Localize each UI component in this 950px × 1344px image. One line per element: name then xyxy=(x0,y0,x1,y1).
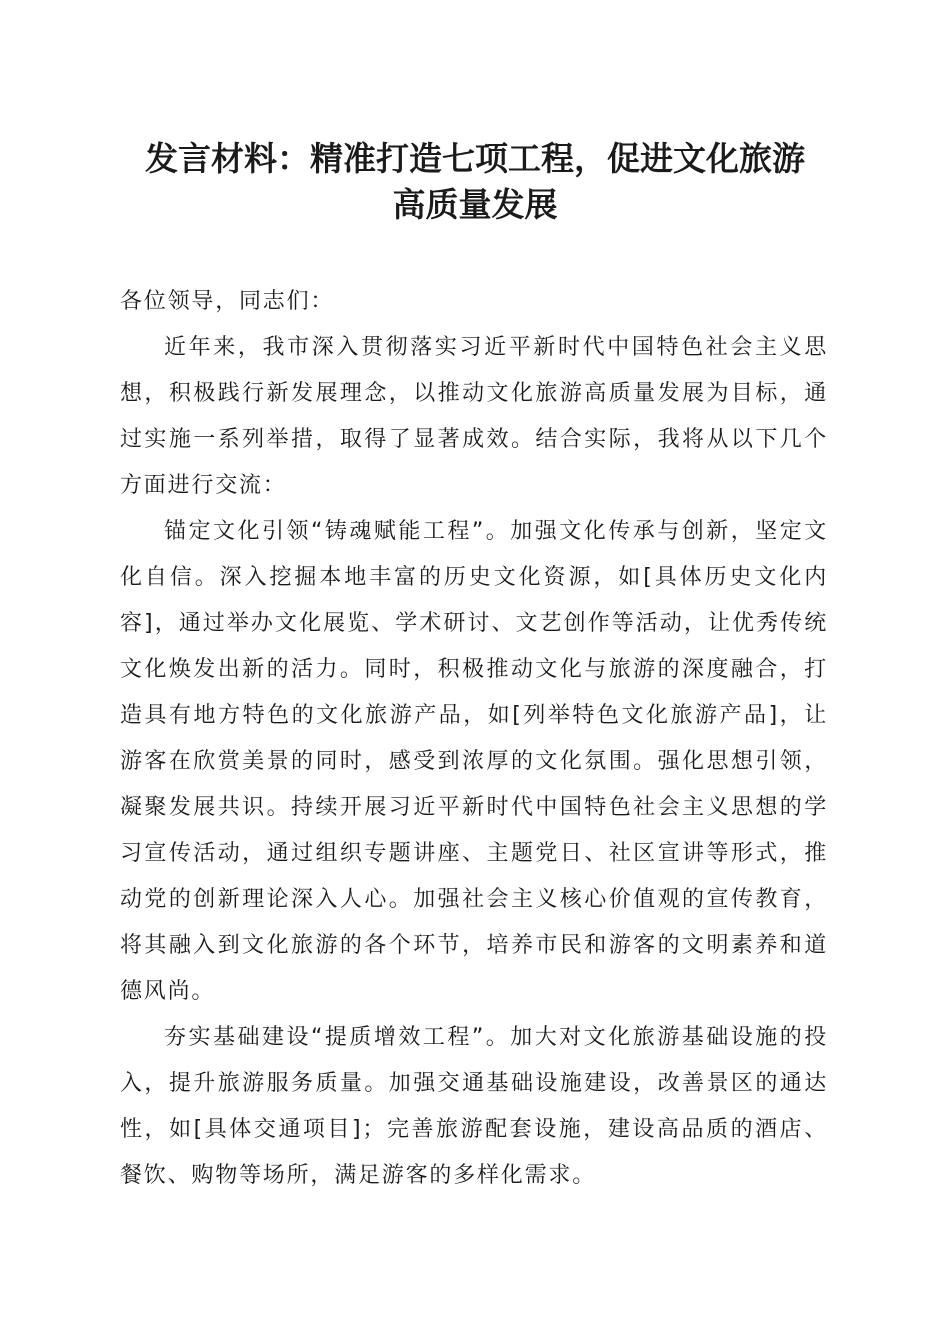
salutation: 各位领导，同志们： xyxy=(120,289,335,314)
paragraph-culture-project: 锚定文化引领“铸魂赋能工程”。加强文化传承与创新，坚定文化自信。深入挖掘本地丰富的历史文化资源，如[具体历史文化内容]，通过举办文化展览、学术研讨、文艺创作等活动，让优秀传统文化焕发出新的活力。同时，积极推动文化与旅游的深度融合，打造具有地方特色的文化旅游产品，如[列举特色文化旅游产品]，让游客在欣赏美景的同时，感受到浓厚的文化氛围。强化思想引领，凝聚发展共识。持续开展习近平新时代中国特色社会主义思想的学习宣传活动，通过组织专题讲座、主题党日、社区宣讲等形式，推动党的创新理论深入人心。加强社会主义核心价值观的宣传教育，将其融入到文化旅游的各个环节，培养市民和游客的文明素养和道德风尚。 xyxy=(120,519,828,1004)
document-title-line-1: 发言材料：精准打造七项工程，促进文化旅游 xyxy=(145,139,805,178)
document-title xyxy=(100,136,850,228)
document-title-line-2: 高质量发展 xyxy=(392,185,558,224)
paragraph-infrastructure-project: 夯实基础建设“提质增效工程”。加大对文化旅游基础设施的投入，提升旅游服务质量。加强交通基础设施建设，改善景区的通达性，如[具体交通项目]；完善旅游配套设施，建设高品质的酒店、餐饮、购物等场所，满足游客的多样化需求。 xyxy=(120,1025,828,1188)
paragraph-intro: 近年来，我市深入贯彻落实习近平新时代中国特色社会主义思想，积极践行新发展理念，以推动文化旅游高质量发展为目标，通过实施一系列举措，取得了显著成效。结合实际，我将从以下几个方面进行交流： xyxy=(120,335,828,498)
document-body xyxy=(120,279,828,1199)
